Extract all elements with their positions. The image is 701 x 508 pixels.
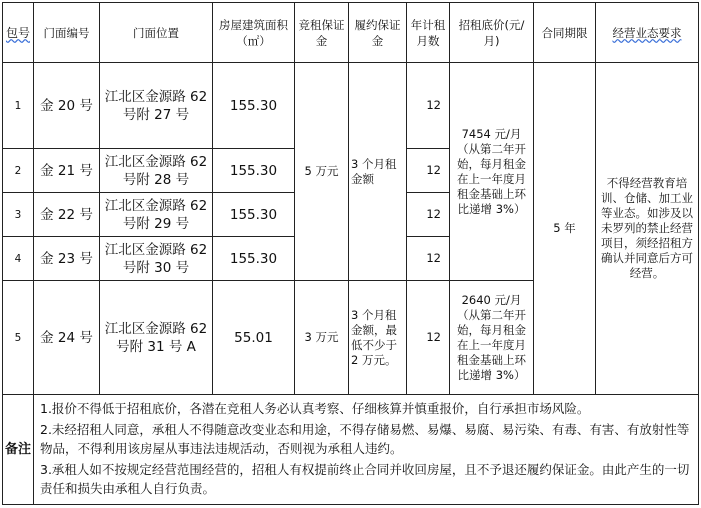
header-row bbox=[3, 3, 699, 63]
cell-bao: 1 bbox=[3, 63, 34, 149]
rental-table bbox=[2, 2, 699, 505]
header-code: 门面编号 bbox=[34, 3, 100, 63]
cell-location: 江北区金源路 62 号附 31 号 A bbox=[100, 281, 213, 395]
header-location: 门面位置 bbox=[100, 3, 213, 63]
cell-perf-deposit-group-b: 3 个月租金额，最低不少于 2 万元。 bbox=[349, 281, 407, 395]
cell-bao: 5 bbox=[3, 281, 34, 395]
cell-term: 5 年 bbox=[534, 63, 596, 395]
cell-months: 12 bbox=[407, 63, 450, 149]
note-item: 1.报价不得低于招租底价，各潜在竞租人务必认真考察、仔细核算并慎重报价，自行承担市场风险。 bbox=[40, 401, 590, 416]
header-area: 房屋建筑面积（㎡） bbox=[213, 3, 295, 63]
cell-months: 12 bbox=[407, 237, 450, 281]
cell-location: 江北区金源路 62 号附 28 号 bbox=[100, 149, 213, 193]
cell-area: 155.30 bbox=[213, 63, 295, 149]
header-requirement: 经营业态要求 bbox=[596, 3, 699, 63]
cell-area: 55.01 bbox=[213, 281, 295, 395]
note-item: 3.承租人如不按规定经营范围经营的，招租人有权提前终止合同并收回房屋，且不予退还履约保证金。由此产生的一切责任和损失由承租人自行负责。 bbox=[40, 462, 690, 496]
cell-code: 金 22 号 bbox=[34, 193, 100, 237]
cell-months: 12 bbox=[407, 281, 450, 395]
cell-bao: 2 bbox=[3, 149, 34, 193]
cell-base-price-group-a: 7454 元/月（从第二年开始，每月租金在上一年度月租金基础上环比递增 3%） bbox=[450, 63, 534, 281]
cell-perf-deposit-group-a: 3 个月租金额 bbox=[349, 63, 407, 281]
header-deposit: 竞租保证金 bbox=[295, 3, 349, 63]
cell-months: 12 bbox=[407, 149, 450, 193]
cell-area: 155.30 bbox=[213, 237, 295, 281]
cell-deposit-group-b: 3 万元 bbox=[295, 281, 349, 395]
cell-base-price-group-b: 2640 元/月（从第二年开始，每月租金在上一年度月租金基础上环比递增 3%） bbox=[450, 281, 534, 395]
header-term: 合同期限 bbox=[534, 3, 596, 63]
header-months: 年计租月数 bbox=[407, 3, 450, 63]
cell-requirement: 不得经营教育培训、仓储、加工业等业态。如涉及以未罗列的禁止经营项目，须经招租方确认并同意后方可经营。 bbox=[596, 63, 699, 395]
cell-bao: 3 bbox=[3, 193, 34, 237]
cell-location: 江北区金源路 62 号附 29 号 bbox=[100, 193, 213, 237]
notes-content bbox=[34, 395, 699, 505]
note-item: 2.未经招租人同意，承租人不得随意改变业态和用途，不得存储易燃、易爆、易腐、易污染、有毒、有害、有放射性等物品，不得利用该房屋从事违法违规活动，否则视为承租人违约。 bbox=[40, 422, 690, 456]
cell-months: 12 bbox=[407, 193, 450, 237]
cell-location: 江北区金源路 62 号附 30 号 bbox=[100, 237, 213, 281]
table-row bbox=[3, 63, 699, 149]
cell-code: 金 20 号 bbox=[34, 63, 100, 149]
rental-notice-table-sheet bbox=[2, 2, 698, 505]
header-bao: 包号 bbox=[3, 3, 34, 63]
cell-code: 金 21 号 bbox=[34, 149, 100, 193]
cell-bao: 4 bbox=[3, 237, 34, 281]
cell-location: 江北区金源路 62 号附 27 号 bbox=[100, 63, 213, 149]
cell-deposit-group-a: 5 万元 bbox=[295, 63, 349, 281]
cell-area: 155.30 bbox=[213, 193, 295, 237]
notes-label: 备注 bbox=[3, 395, 34, 505]
cell-code: 金 24 号 bbox=[34, 281, 100, 395]
cell-code: 金 23 号 bbox=[34, 237, 100, 281]
notes-row bbox=[3, 395, 699, 505]
header-base-price: 招租底价(元/月) bbox=[450, 3, 534, 63]
header-perf-deposit: 履约保证金 bbox=[349, 3, 407, 63]
cell-area: 155.30 bbox=[213, 149, 295, 193]
